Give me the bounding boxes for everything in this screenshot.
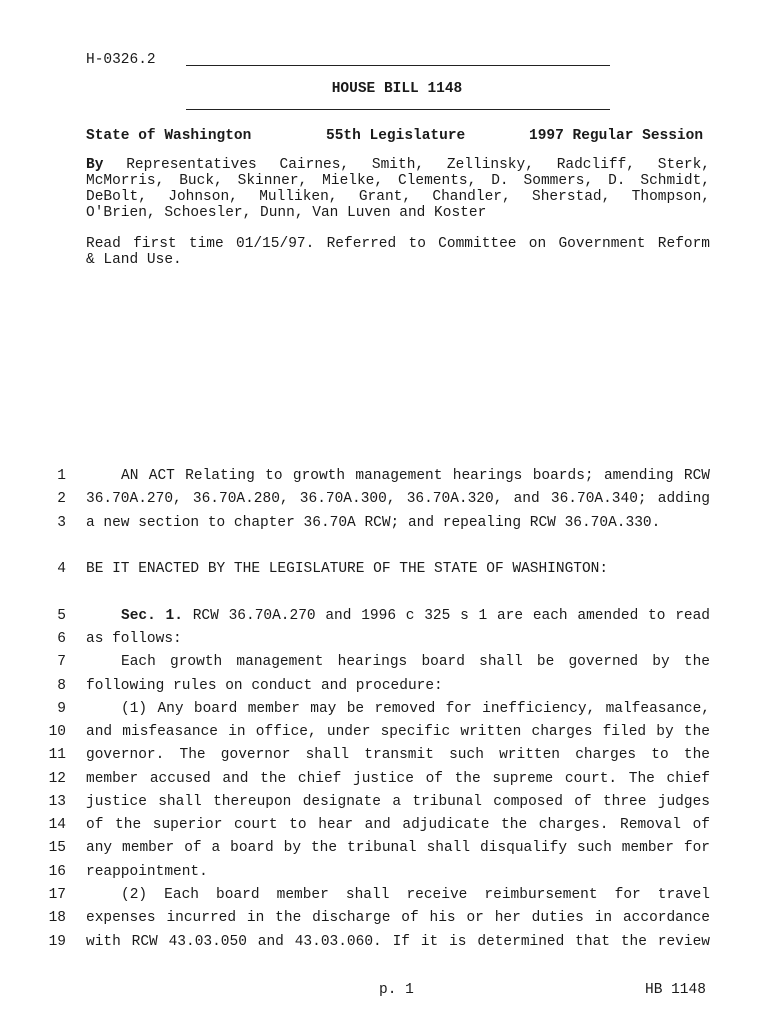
body-line-text: (1) Any board member may be removed for inefficiency, malfeasance, bbox=[121, 701, 710, 717]
line-number: 9 bbox=[57, 701, 66, 717]
line-number: 2 bbox=[57, 491, 66, 507]
body-line bbox=[86, 934, 710, 950]
body-line-text: justice shall thereupon designate a tribunal composed of three judges bbox=[86, 794, 710, 810]
body-line bbox=[86, 747, 710, 763]
line-number: 1 bbox=[57, 468, 66, 484]
sponsors-line-1 bbox=[86, 158, 710, 174]
body-line bbox=[86, 654, 710, 670]
section-label: Sec. 1. bbox=[121, 608, 183, 624]
line-number: 12 bbox=[48, 771, 66, 787]
line-number: 3 bbox=[57, 515, 66, 531]
by-label: By bbox=[86, 157, 104, 173]
body-line-text: any member of a board by the tribunal shall disqualify such member for bbox=[86, 840, 710, 856]
body-line-text: following rules on conduct and procedure: bbox=[86, 678, 443, 694]
doc-code: H-0326.2 bbox=[86, 52, 156, 68]
body-line bbox=[86, 724, 710, 740]
session-year: 1997 Regular Session bbox=[529, 128, 704, 144]
body-line-text: 36.70A.270, 36.70A.280, 36.70A.300, 36.70A.320, and 36.70A.340; adding bbox=[86, 491, 710, 507]
body-line bbox=[86, 864, 710, 880]
line-number: 18 bbox=[48, 910, 66, 926]
body-line bbox=[86, 771, 710, 787]
session-legislature: 55th Legislature bbox=[326, 128, 466, 144]
bill-reference: HB 1148 bbox=[645, 982, 706, 998]
line-number: 8 bbox=[57, 678, 66, 694]
sponsors-line-2: McMorris, Buck, Skinner, Mielke, Clements, D. Sommers, D. Schmidt, bbox=[86, 173, 710, 189]
body-line bbox=[86, 631, 710, 647]
header-rule-bottom bbox=[186, 109, 610, 110]
body-line-text: with RCW 43.03.050 and 43.03.060. If it is determined that the review bbox=[86, 934, 710, 950]
line-number: 15 bbox=[48, 840, 66, 856]
line-number: 6 bbox=[57, 631, 66, 647]
body-line bbox=[86, 678, 710, 694]
body-line bbox=[86, 608, 710, 624]
body-line bbox=[86, 491, 710, 507]
body-line-text: and misfeasance in office, under specific written charges filed by the bbox=[86, 724, 710, 740]
bill-title: HOUSE BILL 1148 bbox=[331, 81, 463, 97]
body-line-text: BE IT ENACTED BY THE LEGISLATURE OF THE STATE OF WASHINGTON: bbox=[86, 561, 609, 577]
body-line bbox=[86, 910, 710, 926]
read-line-1: Read first time 01/15/97. Referred to Committee on Government Reform bbox=[86, 236, 710, 252]
body-line-text: reappointment. bbox=[86, 864, 208, 880]
body-line bbox=[86, 794, 710, 810]
sponsors-line-3: DeBolt, Johnson, Mulliken, Grant, Chandler, Sherstad, Thompson, bbox=[86, 189, 710, 205]
line-number: 17 bbox=[48, 887, 66, 903]
body-line bbox=[86, 468, 710, 484]
body-line bbox=[86, 515, 710, 531]
line-number: 14 bbox=[48, 817, 66, 833]
read-line-2: & Land Use. bbox=[86, 252, 182, 268]
line-number: 10 bbox=[48, 724, 66, 740]
line-number: 4 bbox=[57, 561, 66, 577]
sponsors-text: Representatives Cairnes, Smith, Zellinsky, Radcliff, Sterk, bbox=[126, 157, 711, 173]
body-line-text: AN ACT Relating to growth management hearings boards; amending RCW bbox=[121, 468, 710, 484]
line-number: 11 bbox=[48, 747, 66, 763]
body-line bbox=[86, 887, 710, 903]
body-line bbox=[86, 561, 710, 577]
line-number: 13 bbox=[48, 794, 66, 810]
body-line-text: as follows: bbox=[86, 631, 182, 647]
line-number: 7 bbox=[57, 654, 66, 670]
body-line-text: of the superior court to hear and adjudicate the charges. Removal of bbox=[86, 817, 710, 833]
body-line-text: expenses incurred in the discharge of his or her duties in accordance bbox=[86, 910, 710, 926]
body-line-text: (2) Each board member shall receive reimbursement for travel bbox=[121, 887, 710, 903]
body-line-text: governor. The governor shall transmit such written charges to the bbox=[86, 747, 710, 763]
body-line bbox=[86, 840, 710, 856]
body-line bbox=[86, 817, 710, 833]
line-number: 5 bbox=[57, 608, 66, 624]
session-state: State of Washington bbox=[86, 128, 252, 144]
header-rule-top bbox=[186, 65, 610, 66]
body-line bbox=[86, 701, 710, 717]
body-line-text: a new section to chapter 36.70A RCW; and repealing RCW 36.70A.330. bbox=[86, 515, 661, 531]
page-number: p. 1 bbox=[379, 982, 414, 998]
sponsors-line-4: O'Brien, Schoesler, Dunn, Van Luven and Koster bbox=[86, 205, 487, 221]
line-number: 19 bbox=[48, 934, 66, 950]
body-line-text: member accused and the chief justice of the supreme court. The chief bbox=[86, 771, 710, 787]
body-line-text: Each growth management hearings board shall be governed by the bbox=[121, 654, 710, 670]
body-line-text: RCW 36.70A.270 and 1996 c 325 s 1 are each amended to read bbox=[192, 608, 711, 624]
line-number: 16 bbox=[48, 864, 66, 880]
